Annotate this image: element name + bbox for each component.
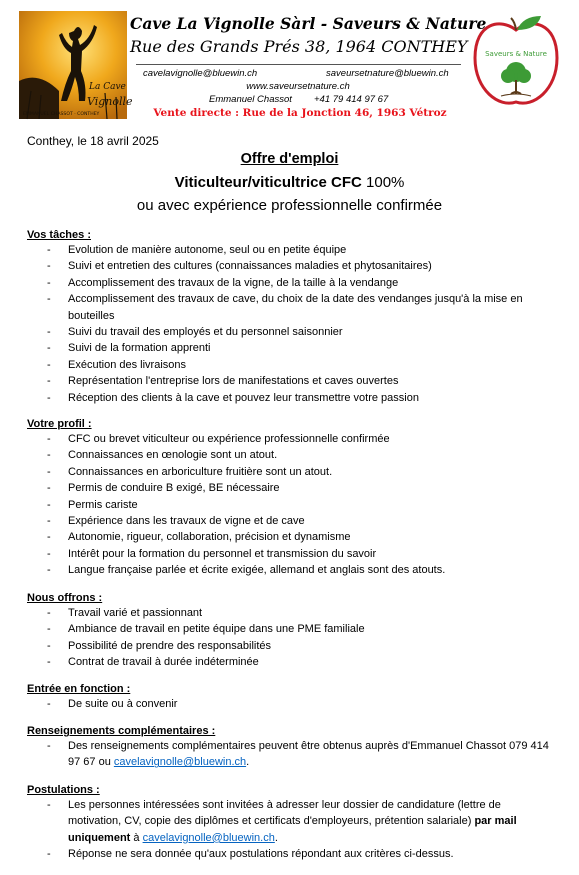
section-renseignements	[27, 724, 557, 771]
header-divider	[136, 64, 461, 65]
list-item: - Evolution de manière autonome, seul ou en petite équipe	[47, 244, 347, 256]
apple-logo-label: Saveurs & Nature	[485, 50, 547, 58]
entree-list	[27, 696, 557, 712]
header-email-cave[interactable]: cavelavignolle@bluewin.ch	[143, 68, 258, 79]
list-item: - Réception des clients à la cave et pouvez leur transmettre votre passion	[47, 391, 419, 404]
list-item: - Accomplissement des travaux de cave, du choix de la date des vendanges jusqu'à la mise en bouteilles	[47, 293, 523, 322]
list-item: - Connaissances en œnologie sont un atout.	[47, 449, 278, 462]
direct-sale-address: Vente directe : Rue de la Jonction 46, 1963 Vétroz	[153, 107, 447, 119]
list-item: - Langue française parlée et écrite exigée, allemand et anglais sont des atouts.	[47, 564, 446, 577]
list-item: - Représentation l'entreprise lors de manifestations et caves ouvertes	[47, 375, 399, 388]
taches-list	[27, 242, 557, 406]
application-email-link[interactable]: cavelavignolle@bluewin.ch	[142, 831, 275, 844]
renseignements-list	[27, 738, 557, 771]
contact-email-link[interactable]: cavelavignolle@bluewin.ch	[113, 756, 247, 769]
logo-text-lacave: La Cave	[89, 82, 126, 92]
list-item: - Permis cariste	[47, 498, 138, 511]
list-item: - Permis de conduire B exigé, BE nécessaire	[47, 482, 280, 495]
list-item: - Réponse ne sera donnée qu'aux postulations répondant aux critères ci-dessus.	[47, 848, 454, 861]
list-item: - Contrat de travail à durée indéterminée	[47, 656, 259, 669]
logo-text-vignolle: Vignolle	[87, 95, 133, 108]
list-item: - Autonomie, rigueur, collaboration, précision et dynamisme	[47, 531, 351, 544]
job-title	[0, 174, 579, 191]
list-item: - Des renseignements complémentaires peuvent être obtenus auprès d'Emmanuel Chassot 079 414 97 67 ou cavelavignolle@bluewin.ch.	[47, 740, 549, 769]
mail-only-emphasis: par mail uniquement	[68, 815, 517, 844]
job-title-name: Viticulteur/viticultrice CFC	[174, 174, 362, 191]
job-subtitle: ou avec expérience professionnelle confirmée	[136, 197, 443, 214]
list-item: - Suivi du travail des employés et du personnel saisonnier	[47, 326, 343, 339]
header-website[interactable]: www.saveursetnature.ch	[246, 81, 350, 92]
profil-list	[27, 431, 557, 579]
header-contact-name: Emmanuel Chassot	[209, 94, 292, 105]
list-item: - Ambiance de travail en petite équipe dans une PME familiale	[47, 623, 365, 636]
section-offrons-title: Nous offrons :	[27, 592, 103, 604]
section-profil-title: Votre profil :	[27, 418, 92, 430]
offrons-list	[27, 605, 557, 671]
logo-text-subtitle: EMMANUEL CHASSOT · CONTHEY	[23, 112, 100, 117]
section-entree-title: Entrée en fonction :	[27, 683, 131, 695]
company-address: Rue des Grands Prés 38, 1964 CONTHEY	[130, 37, 468, 56]
section-entree	[27, 682, 557, 712]
section-profil	[27, 417, 557, 579]
section-taches	[27, 228, 557, 406]
list-item: - Expérience dans les travaux de vigne et de cave	[47, 515, 305, 528]
section-postulations-title: Postulations :	[27, 784, 100, 796]
postulations-list	[27, 797, 557, 863]
list-item: - Connaissances en arboriculture fruitière sont un atout.	[47, 465, 333, 478]
list-item: - Les personnes intéressées sont invitées à adresser leur dossier de candidature (lettre de motivation, CV, copie des diplômes et certificats d'employeurs, prétention salariale) par mail uniquement à cavelavignolle@bluewin.ch.	[47, 799, 517, 844]
list-item: - Suivi et entretien des cultures (connaissances maladies et phytosanitaires)	[47, 260, 432, 273]
list-item: - Travail varié et passionnant	[47, 607, 203, 619]
list-item: - Suivi de la formation apprenti	[47, 342, 211, 355]
section-renseignements-title: Renseignements complémentaires :	[27, 725, 216, 737]
list-item: - Accomplissement des travaux de la vigne, de la taille à la vendange	[47, 276, 399, 289]
header-email-saveurs[interactable]: saveursetnature@bluewin.ch	[326, 68, 449, 79]
saveurs-nature-apple-logo	[471, 14, 561, 110]
section-offrons	[27, 591, 557, 671]
list-item: - Intérêt pour la formation du personnel et transmission du savoir	[47, 547, 377, 560]
section-postulations	[27, 783, 557, 863]
list-item: - CFC ou brevet viticulteur ou expérience professionnelle confirmée	[47, 433, 390, 445]
list-item: - De suite ou à convenir	[47, 698, 178, 710]
list-item: - Exécution des livraisons	[47, 358, 187, 371]
company-name: Cave La Vignolle Sàrl - Saveurs & Nature	[130, 14, 487, 33]
job-title-rate: 100%	[361, 174, 405, 191]
letter-date: Conthey, le 18 avril 2025	[27, 134, 159, 148]
list-item: - Possibilité de prendre des responsabilités	[47, 639, 272, 652]
offer-title: Offre d'emploi	[240, 151, 339, 167]
header-phone: +41 79 414 97 67	[314, 94, 389, 105]
cave-la-vignolle-logo	[19, 11, 133, 119]
section-taches-title: Vos tâches :	[27, 229, 91, 241]
